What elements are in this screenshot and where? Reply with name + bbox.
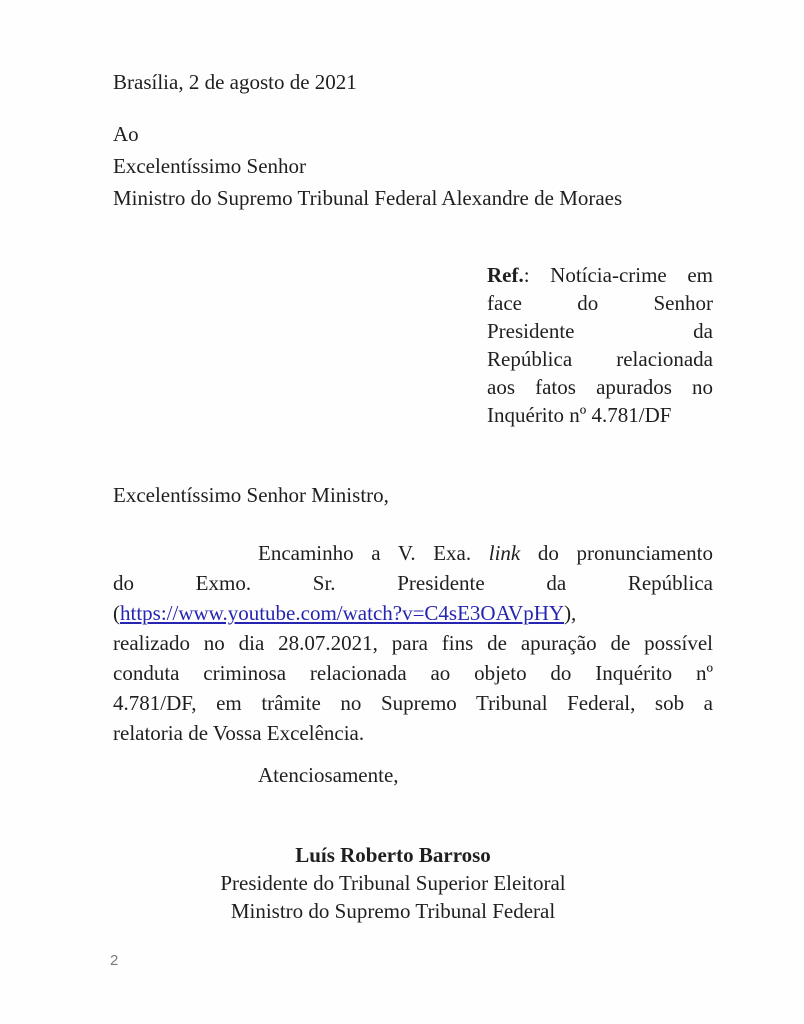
body-italic-word: link <box>488 541 521 565</box>
signature-title-tse: Presidente do Tribunal Superior Eleitoral <box>220 871 566 895</box>
body-line: do Exmo. Sr. Presidente da República <box>113 571 713 595</box>
body-line: conduta criminosa relacionada ao objeto do Inquérito nº <box>113 661 713 685</box>
reference-label: Ref. <box>487 263 524 287</box>
url-close-paren: ), <box>564 601 577 625</box>
reference-line-text: : Notícia-crime em <box>523 263 713 287</box>
reference-line <box>487 261 713 289</box>
url-open-paren: ( <box>113 601 120 625</box>
body-line: 4.781/DF, em trâmite no Supremo Tribunal Federal, sob a <box>113 691 713 715</box>
recipient-address <box>113 118 713 214</box>
salutation: Excelentíssimo Senhor Ministro, <box>113 483 389 507</box>
reference-line: República relacionada <box>487 347 713 371</box>
signature-name: Luís Roberto Barroso <box>295 843 491 867</box>
reference-line: face do Senhor <box>487 291 713 315</box>
body-line <box>113 538 713 568</box>
reference-line: aos fatos apurados no <box>487 375 713 399</box>
reference-line: Inquérito nº 4.781/DF <box>487 403 672 427</box>
youtube-link[interactable]: https://www.youtube.com/watch?v=C4sE3OAVpHY <box>120 601 565 625</box>
recipient-line-ao: Ao <box>113 122 139 146</box>
closing: Atenciosamente, <box>258 763 399 787</box>
signature-block <box>113 841 713 925</box>
reference-block <box>487 261 713 429</box>
reference-line: Presidente da <box>487 319 713 343</box>
body-text: Encaminho a V. Exa. <box>258 541 489 565</box>
body-line-url <box>113 598 713 628</box>
body-text: do pronunciamento <box>520 541 713 565</box>
letter-date: Brasília, 2 de agosto de 2021 <box>113 70 357 94</box>
body-line: relatoria de Vossa Excelência. <box>113 721 365 745</box>
page-number: 2 <box>110 952 119 969</box>
signature-title-stf: Ministro do Supremo Tribunal Federal <box>230 899 556 923</box>
recipient-line-name: Ministro do Supremo Tribunal Federal Alexandre de Moraes <box>113 186 623 210</box>
recipient-line-honorific: Excelentíssimo Senhor <box>113 154 307 178</box>
body-line: realizado no dia 28.07.2021, para fins de apuração de possível <box>113 631 713 655</box>
letter-body <box>113 538 713 748</box>
